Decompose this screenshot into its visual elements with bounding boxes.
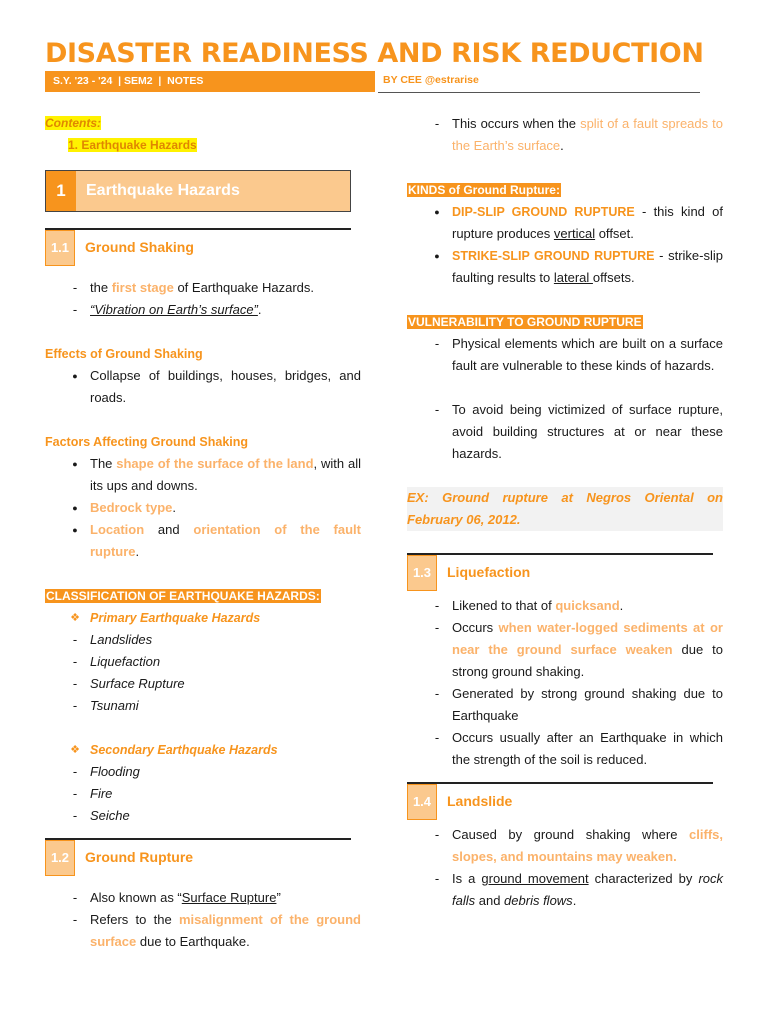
list-item: - Generated by strong ground shaking due to Earthquake [434, 686, 723, 723]
section-heading-earthquake-hazards [45, 170, 351, 212]
list-item: - This occurs when the split of a fault spreads to the Earth’s surface. [434, 116, 723, 153]
effects-heading: Effects of Ground Shaking [45, 347, 203, 361]
primary-hazards-heading: ❖ Primary Earthquake Hazards [70, 611, 261, 625]
vulnerability-heading: VULNERABILITY TO GROUND RUPTURE [408, 315, 642, 329]
subsection-title: Ground Rupture [85, 849, 194, 865]
list-item: - Surface Rupture [72, 676, 185, 691]
list-item: - Tsunami [72, 698, 139, 713]
list-item: - the first stage of Earthquake Hazards. [72, 280, 315, 295]
list-item: - Is a ground movement characterized by rock falls and debris flows. [434, 871, 723, 908]
list-item: ● Location and orientation of the fault rupture. [72, 522, 361, 559]
list-item: - Fire [72, 786, 113, 801]
section-title: Earthquake Hazards [86, 182, 240, 199]
list-item: - To avoid being victimized of surface rupture, avoid building structures at or near these hazards. [434, 402, 723, 461]
list-item: ● Bedrock type. [72, 500, 176, 515]
right-column [407, 113, 723, 912]
subsection-title: Landslide [447, 793, 513, 809]
list-item: ● The shape of the surface of the land, with all its ups and downs. [72, 456, 361, 493]
list-item: - Physical elements which are built on a surface fault are vulnerable to these kinds of hazards. [434, 336, 723, 373]
subsection-number: 1.4 [407, 784, 437, 820]
left-column [45, 112, 361, 953]
factors-heading: Factors Affecting Ground Shaking [45, 435, 249, 449]
kinds-heading: KINDS of Ground Rupture: [408, 183, 560, 197]
list-item: ● STRIKE-SLIP GROUND RUPTURE - strike-slip faulting results to lateral offsets. [434, 248, 723, 285]
subsection-title: Ground Shaking [85, 239, 194, 255]
list-item: - Occurs when water-logged sediments at or near the ground surface weaken due to strong ground shaking. [434, 620, 723, 679]
list-item: - Landslides [72, 632, 153, 647]
subsection-heading-ground-shaking [45, 228, 351, 266]
list-item: - Refers to the misalignment of the ground surface due to Earthquake. [72, 912, 361, 949]
subsection-number: 1.3 [407, 555, 437, 591]
list-item: - “Vibration on Earth’s surface”. [72, 302, 262, 317]
secondary-hazards-heading: ❖ Secondary Earthquake Hazards [70, 743, 278, 757]
byline-divider [378, 92, 700, 93]
subsection-number: 1.1 [45, 230, 75, 266]
list-item: - Seiche [72, 808, 130, 823]
subsection-heading-ground-rupture [45, 838, 351, 876]
list-item: - Liquefaction [72, 654, 161, 669]
list-item: - Occurs usually after an Earthquake in which the strength of the soil is reduced. [434, 730, 723, 767]
list-item: - Caused by ground shaking where cliffs, slopes, and mountains may weaken. [434, 827, 723, 864]
list-item: - Also known as “Surface Rupture” [72, 890, 281, 905]
meta-bar: S.Y. '23 - '24 | SEM2 | NOTES [45, 71, 375, 92]
classification-heading: CLASSIFICATION OF EARTHQUAKE HAZARDS: [46, 589, 320, 603]
subsection-number: 1.2 [45, 840, 75, 876]
list-item: - Flooding [72, 764, 140, 779]
section-number: 1 [46, 171, 76, 211]
list-item: ● DIP-SLIP GROUND RUPTURE - this kind of rupture produces vertical offset. [434, 204, 723, 241]
contents-label: Contents: [45, 116, 101, 130]
list-item: ● Collapse of buildings, houses, bridges, and roads. [72, 368, 361, 405]
document-title: DISASTER READINESS AND RISK REDUCTION [45, 38, 704, 69]
contents-item[interactable]: 1. Earthquake Hazards [68, 138, 197, 152]
subsection-heading-liquefaction [407, 553, 713, 591]
subsection-title: Liquefaction [447, 564, 531, 580]
subsection-heading-landslide [407, 782, 713, 820]
byline: BY CEE @estrarise [383, 74, 479, 86]
list-item: - Likened to that of quicksand. [434, 598, 624, 613]
example-note: EX: Ground rupture at Negros Oriental on February 06, 2012. [407, 487, 723, 531]
